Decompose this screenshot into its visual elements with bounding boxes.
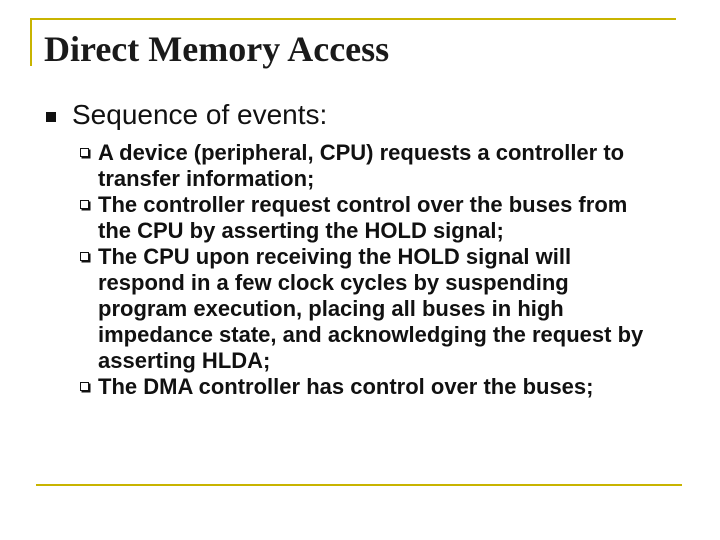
list-item (98, 140, 688, 192)
list-item (98, 192, 688, 244)
list-item (98, 244, 688, 374)
list-item-text: The DMA controller has control over the buses; (98, 374, 594, 399)
square-bullet-icon (46, 112, 56, 122)
list-item-text: A device (peripheral, CPU) requests a controller to transfer information; (98, 140, 625, 191)
list-item (98, 374, 688, 400)
hollow-square-bullet-icon (80, 382, 89, 391)
frame-top-line (30, 18, 676, 20)
hollow-square-bullet-icon (80, 148, 89, 157)
section-heading: Sequence of events: (72, 99, 328, 130)
hollow-square-bullet-icon (80, 252, 89, 261)
list-item-text: The CPU upon receiving the HOLD signal will respond in a few clock cycles by suspending program execution, placing all buses in high impedance state, and acknowledging the request by asserting HLDA; (98, 244, 644, 373)
frame-left-line (30, 18, 32, 66)
frame-bottom-line (36, 484, 682, 486)
slide-title: Direct Memory Access (44, 29, 390, 69)
list-item-text: The controller request control over the buses from the CPU by asserting the HOLD signal; (98, 192, 628, 243)
hollow-square-bullet-icon (80, 200, 89, 209)
events-list (98, 140, 688, 400)
